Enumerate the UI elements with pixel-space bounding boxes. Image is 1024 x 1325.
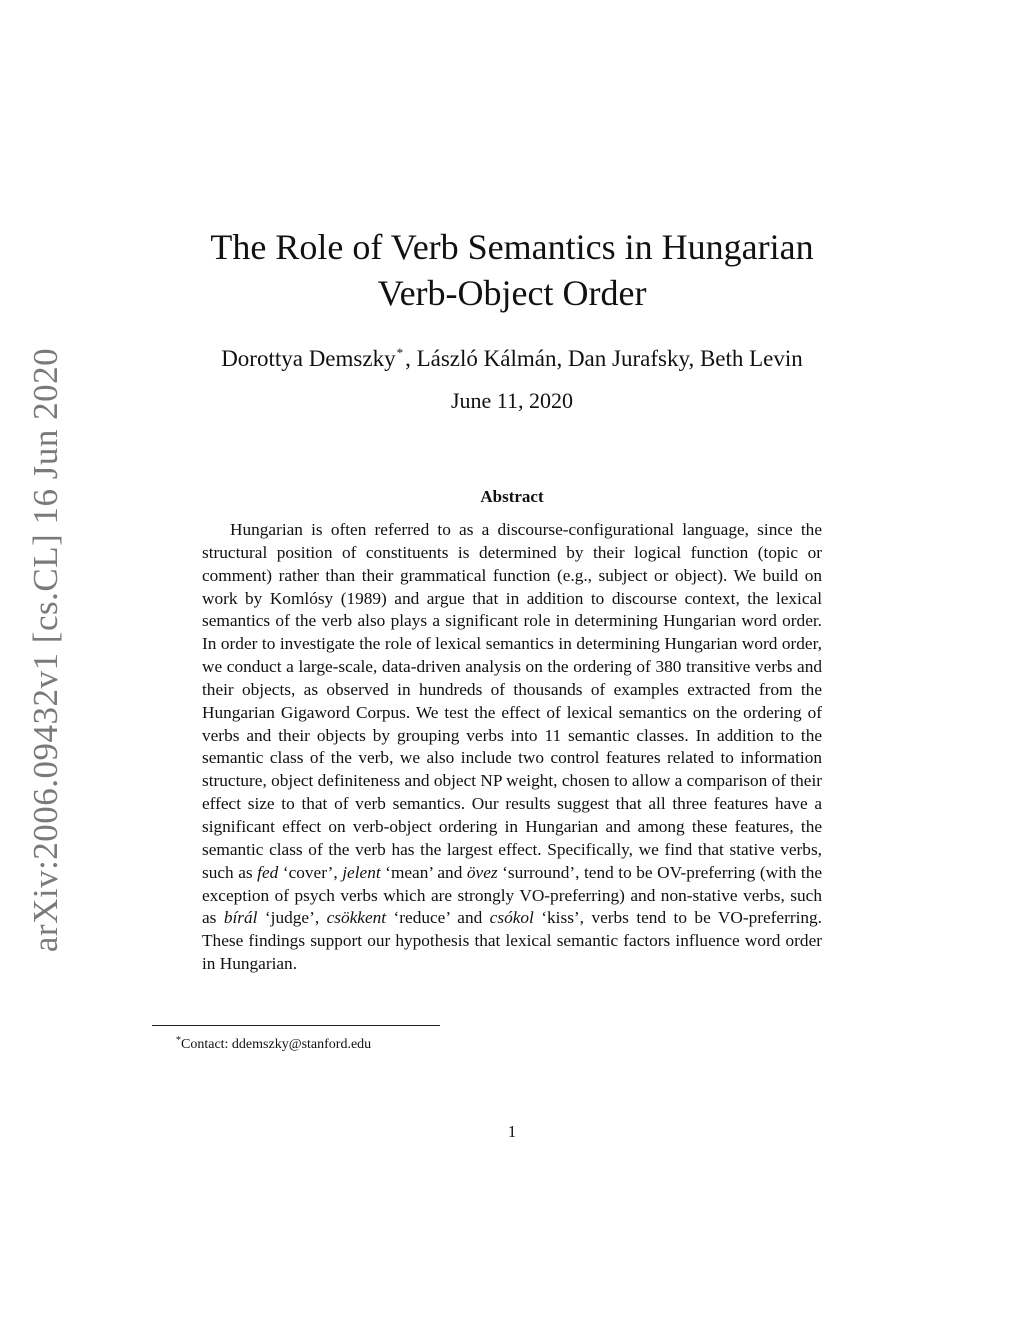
example-gloss-surround: ‘surround’, tend to be OV-preferring (with the exception of psych verbs which are strongly VO-preferring) and non-stative verbs, such as <box>202 862 823 928</box>
footnote-marker: * <box>176 1035 181 1046</box>
other-authors: , László Kálmán, Dan Jurafsky, Beth Levin <box>405 346 803 371</box>
contact-footnote <box>176 1031 371 1055</box>
first-author: Dorottya Demszky <box>221 346 396 371</box>
example-gloss-cover: ‘cover’, <box>278 862 343 882</box>
arxiv-identifier-stamp: arXiv:2006.09432v1 [cs.CL] 16 Jun 2020 <box>26 347 65 953</box>
author-footnote-marker: * <box>396 345 404 360</box>
example-gloss-judge: ‘judge’, <box>257 908 327 928</box>
author-list <box>150 338 874 374</box>
example-word-biral: bírál <box>223 908 258 928</box>
abstract-text-1: Hungarian is often referred to as a discourse-configurational language, since the structural position of constituents is determined by their logical function (topic or comment) rather than their grammatical function (e.g., subject or object). We build on work by Komlósy (1989) and argue that in addition to discourse context, the lexical semantics of the verb also plays a significant role in determining Hungarian word order. In order to investigate the role of lexical semantics in determining Hungarian word order, we conduct a large-scale, data-driven analysis on the ordering of 380 transitive verbs and their objects, as observed in hundreds of thousands of examples extracted from the Hungarian Gigaword Corpus. We test the effect of lexical semantics on the ordering of verbs and their objects by grouping verbs into 11 semantic classes. In addition to the semantic class of the verb, we also include two control features related to information structure, object definiteness and object NP weight, chosen to allow a comparison of their effect size to that of verb semantics. Our results suggest that all three features have a significant effect on verb-object ordering in Hungarian and among these features, the semantic class of the verb has the largest effect. Specifically, we find that stative verbs, such as <box>202 520 822 882</box>
footnote-text: Contact: ddemszky@stanford.edu <box>181 1037 372 1052</box>
abstract-body <box>202 519 822 976</box>
example-word-csokol: csókol <box>489 908 534 928</box>
paper-title <box>150 224 874 316</box>
abstract-heading: Abstract <box>480 487 544 506</box>
example-word-fed: fed <box>257 862 279 882</box>
example-word-jelent: jelent <box>342 862 381 882</box>
footnote-divider <box>152 1025 440 1026</box>
example-gloss-kiss: ‘kiss’, verbs tend to be VO-preferring. These findings support our hypothesis that lexical semantic factors influence word order in Hungarian. <box>202 908 822 974</box>
example-gloss-mean: ‘mean’ and <box>380 862 467 882</box>
title-line-2: Verb-Object Order <box>377 273 647 313</box>
example-word-ovez: övez <box>466 862 498 882</box>
page-number: 1 <box>507 1122 517 1141</box>
publication-date: June 11, 2020 <box>450 388 573 413</box>
example-gloss-reduce: ‘reduce’ and <box>386 908 490 928</box>
example-word-csokkent: csökkent <box>326 908 387 928</box>
title-line-1: The Role of Verb Semantics in Hungarian <box>210 227 814 267</box>
